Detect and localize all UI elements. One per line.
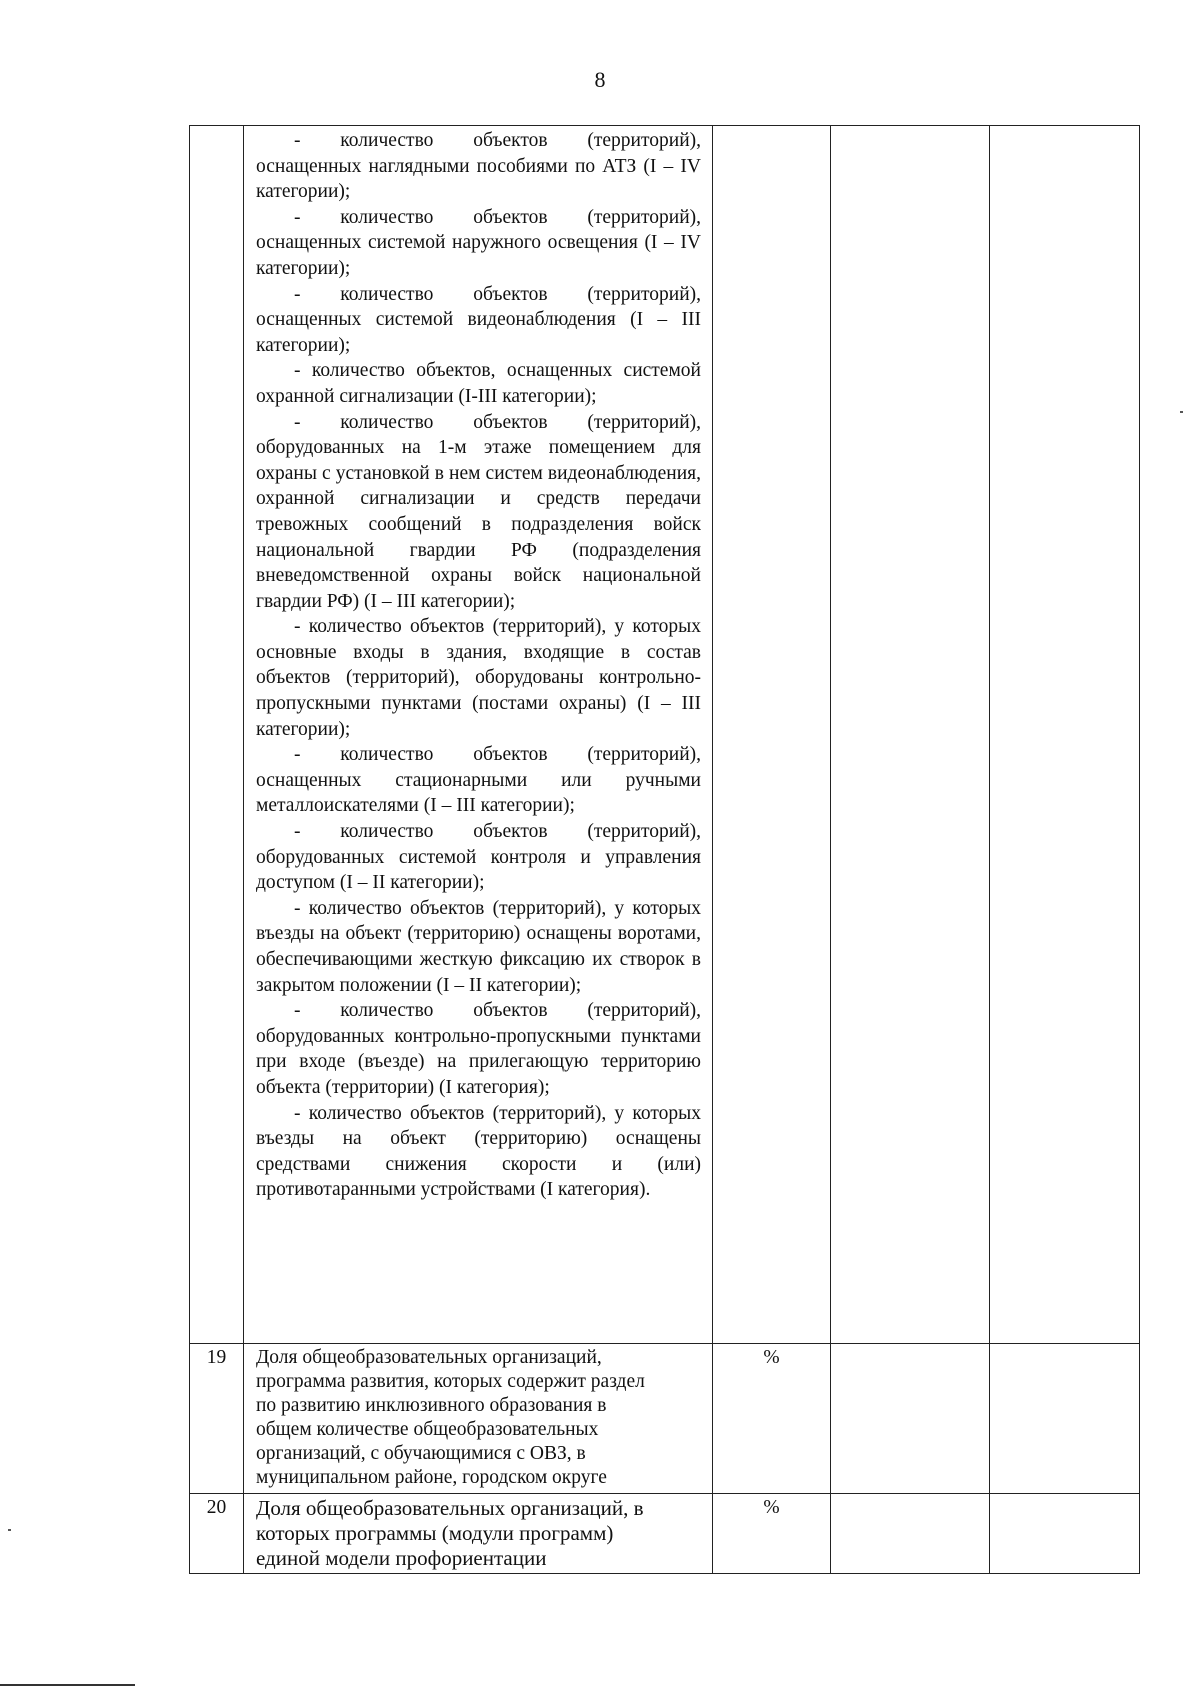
footer-rule: [0, 1684, 135, 1686]
list-item: - количество объектов (территорий), оснащенных системой наружного освещения (I – IV категории);: [256, 206, 701, 279]
text-line: Доля общеобразовательных организаций,: [256, 1347, 602, 1368]
text-line: муниципальном районе, городском округе: [256, 1467, 607, 1488]
text-line: общем количестве общеобразовательных: [256, 1419, 599, 1440]
text-line: которых программы (модули программ): [256, 1521, 614, 1545]
text-line: Доля общеобразовательных организаций, в: [256, 1496, 644, 1520]
value-cell: [990, 1494, 1140, 1574]
list-item: - количество объектов (территорий), оборудованных системой контроля и управления доступом (I – II категории);: [256, 821, 701, 894]
table-row: [190, 126, 1140, 1344]
table-row: [190, 1344, 1140, 1494]
row-number-cell: [190, 126, 244, 1344]
list-item: - количество объектов, оснащенных системой охранной сигнализации (I-III категории);: [256, 360, 701, 407]
unit-cell: %: [713, 1344, 831, 1494]
list-item: - количество объектов (территорий), оборудованных на 1-м этаже помещением для охраны с установкой в нем систем видеонаблюдения, охранной сигнализации и средств передачи тревожных сообщений в подразделения войск национальной гвардии РФ (подразделения вневедомственной охраны войск национальной гвардии РФ) (I – III категории);: [256, 411, 701, 612]
text-line: программа развития, которых содержит раздел: [256, 1371, 645, 1392]
indicator-text-cell: [244, 1494, 713, 1574]
indicators-table: [189, 125, 1140, 1574]
scan-speck: [8, 1529, 11, 1531]
list-item: - количество объектов (территорий), у которых въезды на объект (территорию) оснащены средствами снижения скорости и (или) противотаранными устройствами (I категория).: [256, 1102, 701, 1201]
page-number: 8: [594, 67, 606, 92]
value-cell: [990, 126, 1140, 1344]
row-number-cell: 20: [190, 1494, 244, 1574]
text-line: по развитию инклюзивного образования в: [256, 1395, 607, 1416]
unit-cell: [713, 126, 831, 1344]
text-line: единой модели профориентации: [256, 1546, 547, 1570]
list-item: - количество объектов (территорий), оснащенных наглядными пособиями по АТЗ (I – IV категории);: [256, 130, 701, 203]
text-line: организаций, с обучающимися с ОВЗ, в: [256, 1443, 586, 1464]
row-number-cell: 19: [190, 1344, 244, 1494]
list-item: - количество объектов (территорий), у которых основные входы в здания, входящие в состав объектов (территорий), оборудованы контрольно-пропускными пунктами (постами охраны) (I – III категории);: [256, 616, 701, 740]
value-cell: [990, 1344, 1140, 1494]
value-cell: [831, 126, 990, 1344]
value-cell: [831, 1494, 990, 1574]
indicator-text-cell: [244, 1344, 713, 1494]
list-item: - количество объектов (территорий), оснащенных стационарными или ручными металлоискателями (I – III категории);: [256, 744, 701, 817]
scan-speck: [1180, 411, 1183, 413]
unit-cell: %: [713, 1494, 831, 1574]
list-item: - количество объектов (территорий), у которых въезды на объект (территорию) оснащены воротами, обеспечивающими жесткую фиксацию их створок в закрытом положении (I – II категории);: [256, 897, 701, 996]
list-item: - количество объектов (территорий), оборудованных контрольно-пропускными пунктами при входе (въезде) на прилегающую территорию объекта (территории) (I категория);: [256, 1000, 701, 1098]
list-item: - количество объектов (территорий), оснащенных системой видеонаблюдения (I – III категории);: [256, 283, 701, 356]
indicator-text-cell: [244, 126, 713, 1344]
value-cell: [831, 1344, 990, 1494]
table-row: [190, 1494, 1140, 1574]
